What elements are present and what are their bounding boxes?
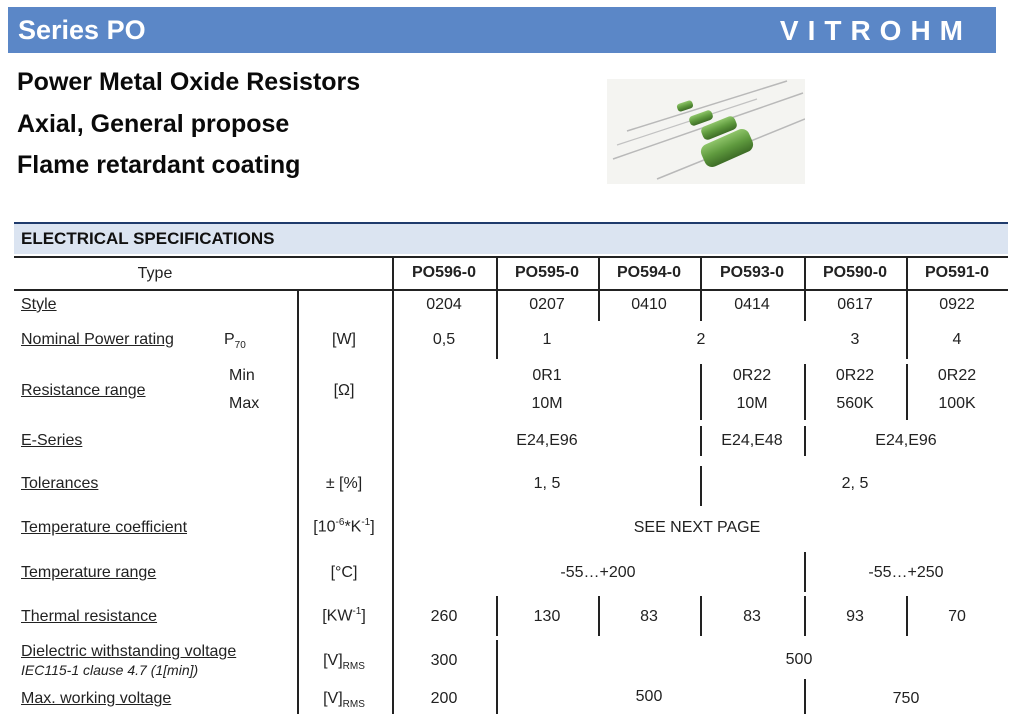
cell-divider bbox=[906, 596, 908, 636]
column-divider bbox=[906, 256, 908, 289]
style-label: Style bbox=[21, 296, 57, 313]
dielectric-sublabel: IEC115-1 clause 4.7 (1[min]) bbox=[21, 662, 199, 678]
tolerances-label: Tolerances bbox=[21, 475, 99, 492]
temprange-unit: [°C] bbox=[330, 564, 358, 581]
dielectric-value: 300 bbox=[430, 652, 458, 669]
tolerances-unit: ± [%] bbox=[325, 475, 363, 492]
model-header: PO593-0 bbox=[719, 264, 785, 281]
cell-divider bbox=[700, 426, 702, 456]
cell-divider bbox=[906, 291, 908, 359]
eseries-value: E24,E48 bbox=[721, 432, 783, 449]
resistance-label: Resistance range bbox=[21, 382, 146, 399]
thermal-value: 70 bbox=[948, 608, 966, 625]
resistance-max: 10M bbox=[531, 395, 563, 412]
power-value: 1 bbox=[542, 331, 552, 348]
eseries-label: E-Series bbox=[21, 432, 83, 449]
cell-divider bbox=[700, 466, 702, 506]
style-value: 0617 bbox=[837, 296, 873, 313]
tolerances-value: 1, 5 bbox=[533, 475, 561, 492]
maxvoltage-value: 200 bbox=[430, 690, 458, 707]
type-header: Type bbox=[137, 265, 173, 282]
power-unit: [W] bbox=[332, 331, 356, 348]
thermal-value: 260 bbox=[430, 608, 458, 625]
column-divider bbox=[496, 256, 498, 289]
cell-divider bbox=[804, 291, 806, 321]
section-header bbox=[14, 222, 1008, 254]
column-divider bbox=[804, 256, 806, 289]
dielectric-unit: $[V]_{RMS}$ bbox=[323, 652, 365, 673]
thermal-value: 93 bbox=[846, 608, 864, 625]
tempcoef-unit: $[10^{-6}*K^{-1}]$ bbox=[313, 517, 375, 536]
thermal-value: 83 bbox=[743, 608, 761, 625]
maxvoltage-label: Max. working voltage bbox=[21, 690, 172, 707]
column-divider bbox=[700, 256, 702, 289]
eseries-value: E24,E96 bbox=[516, 432, 578, 449]
resistance-max: 100K bbox=[938, 395, 976, 412]
cell-divider bbox=[700, 364, 702, 420]
column-divider bbox=[598, 256, 600, 289]
row-divider bbox=[14, 289, 1008, 291]
temprange-label: Temperature range bbox=[21, 564, 157, 581]
heading-1: Power Metal Oxide Resistors bbox=[17, 68, 361, 96]
cell-divider bbox=[496, 640, 498, 714]
model-header: PO596-0 bbox=[411, 264, 477, 281]
style-value: 0207 bbox=[529, 296, 565, 313]
model-header: PO595-0 bbox=[514, 264, 580, 281]
power-value: 3 bbox=[850, 331, 860, 348]
resistance-min: 0R1 bbox=[532, 367, 562, 384]
cell-divider bbox=[700, 291, 702, 321]
style-value: 0410 bbox=[631, 296, 667, 313]
style-value: 0922 bbox=[939, 296, 975, 313]
thermal-value: 130 bbox=[533, 608, 561, 625]
style-value: 0414 bbox=[734, 296, 770, 313]
cell-divider bbox=[804, 552, 806, 592]
thermal-value: 83 bbox=[640, 608, 658, 625]
cell-divider bbox=[804, 426, 806, 456]
resistor-photo bbox=[607, 79, 805, 184]
cell-divider bbox=[496, 291, 498, 359]
heading-3: Flame retardant coating bbox=[17, 151, 301, 179]
power-value: 2 bbox=[696, 331, 706, 348]
temprange-value: -55…+200 bbox=[560, 564, 636, 581]
resistance-max: 560K bbox=[836, 395, 874, 412]
column-divider bbox=[392, 256, 394, 714]
maxvoltage-value: 500 bbox=[635, 688, 663, 705]
cell-divider bbox=[906, 364, 908, 420]
resistance-min-label: Min bbox=[229, 367, 255, 384]
model-header: PO594-0 bbox=[616, 264, 682, 281]
temprange-value: -55…+250 bbox=[868, 564, 944, 581]
dielectric-value: 500 bbox=[785, 651, 813, 668]
model-header: PO591-0 bbox=[924, 264, 990, 281]
power-label: Nominal Power rating bbox=[21, 331, 174, 348]
brand-logo: VITROHM bbox=[779, 15, 972, 46]
maxvoltage-unit: $[V]_{RMS}$ bbox=[323, 690, 365, 711]
resistor-illustration bbox=[607, 79, 805, 184]
tempcoef-label: Temperature coefficient bbox=[21, 519, 188, 536]
thermal-label: Thermal resistance bbox=[21, 608, 158, 625]
resistance-unit: [Ω] bbox=[333, 382, 355, 399]
series-title: Series PO bbox=[18, 15, 146, 45]
tempcoef-value: SEE NEXT PAGE bbox=[633, 519, 761, 536]
cell-divider bbox=[496, 596, 498, 636]
model-header: PO590-0 bbox=[822, 264, 888, 281]
row-divider bbox=[14, 256, 1008, 258]
eseries-value: E24,E96 bbox=[875, 432, 937, 449]
cell-divider bbox=[598, 596, 600, 636]
resistance-min: 0R22 bbox=[835, 367, 875, 384]
cell-divider bbox=[804, 364, 806, 420]
cell-divider bbox=[700, 596, 702, 636]
dielectric-label: Dielectric withstanding voltage bbox=[21, 643, 237, 660]
power-value: 4 bbox=[952, 331, 962, 348]
cell-divider bbox=[804, 596, 806, 636]
style-value: 0204 bbox=[426, 296, 462, 313]
column-divider bbox=[297, 291, 299, 714]
thermal-unit: $[KW^{-1}]$ bbox=[322, 606, 366, 625]
maxvoltage-value: 750 bbox=[892, 690, 920, 707]
cell-divider bbox=[804, 679, 806, 714]
header-bar bbox=[8, 7, 996, 53]
tolerances-value: 2, 5 bbox=[841, 475, 869, 492]
resistance-min: 0R22 bbox=[732, 367, 772, 384]
resistance-max-label: Max bbox=[229, 395, 260, 412]
power-value: 0,5 bbox=[432, 331, 456, 348]
power-symbol: $P_{70}$ bbox=[224, 331, 246, 352]
heading-2: Axial, General propose bbox=[17, 110, 290, 138]
section-title: ELECTRICAL SPECIFICATIONS bbox=[21, 229, 275, 248]
spec-table bbox=[14, 254, 1008, 714]
cell-divider bbox=[598, 291, 600, 321]
resistance-max: 10M bbox=[736, 395, 768, 412]
resistance-min: 0R22 bbox=[937, 367, 977, 384]
